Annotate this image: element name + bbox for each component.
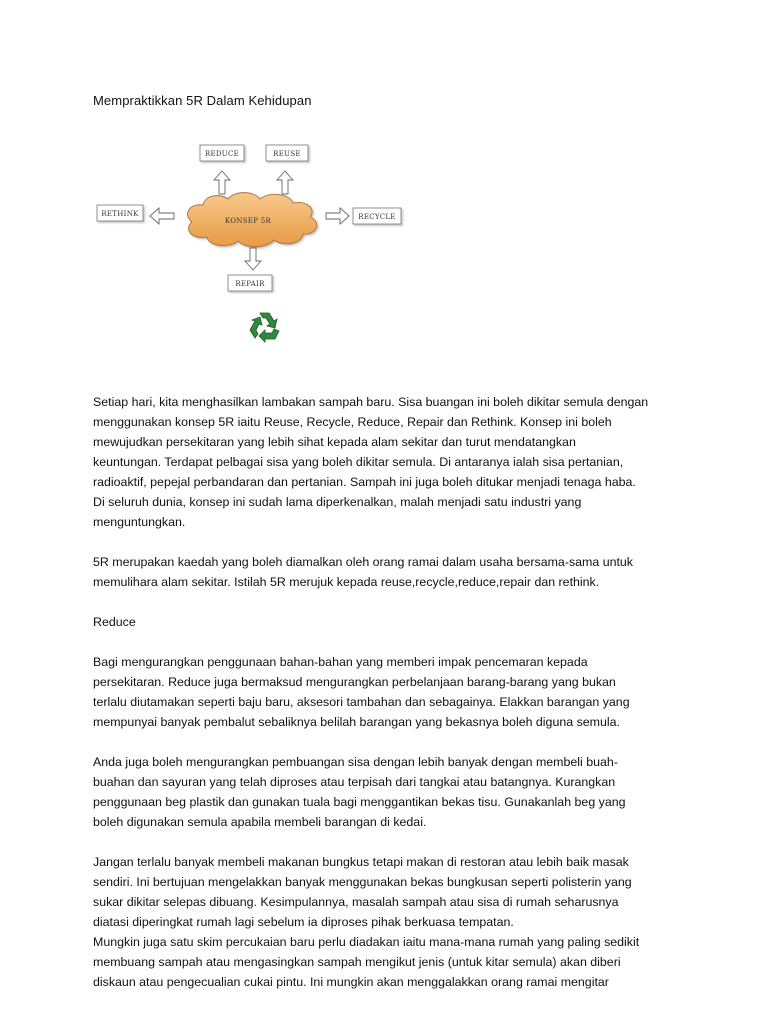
text-line: Anda juga boleh mengurangkan pembuangan sisa dengan lebih banyak dengan membeli buah- xyxy=(93,755,618,769)
paragraph xyxy=(93,932,683,992)
recycle-icon xyxy=(250,313,279,342)
paragraph xyxy=(93,392,683,532)
cloud-label: KONSEP 5R xyxy=(224,217,272,225)
text-line: diskaun atau pengecualian cukai pintu. Ini mungkin akan menggalakkan orang ramai mengitar xyxy=(93,975,609,989)
text-line: memulihara alam sekitar. Istilah 5R merujuk kepada reuse,recycle,reduce,repair dan rethink. xyxy=(93,575,600,589)
paragraph xyxy=(93,852,683,932)
text-line: Jangan terlalu banyak membeli makanan bungkus tetapi makan di restoran atau lebih baik masak xyxy=(93,855,629,869)
section-heading-reduce xyxy=(93,612,683,632)
text-line: sendiri. Ini bertujuan mengelakkan banyak menggunakan bekas bungkusan seperti polisterin yang xyxy=(93,875,632,889)
recycle-box xyxy=(353,208,401,224)
text-line: menggunakan konsep 5R iaitu Reuse, Recycle, Reduce, Repair dan Rethink. Konsep ini boleh xyxy=(93,415,612,429)
repair-label: REPAIR xyxy=(235,280,265,288)
paragraph xyxy=(93,552,683,592)
text-line: terlalu diutamakan seperti baju baru, aksesori tambahan dan sebagainya. Elakkan barangan yang xyxy=(93,695,630,709)
reuse-box xyxy=(266,145,308,161)
arrow-left-icon xyxy=(150,208,174,224)
paragraph xyxy=(93,752,683,832)
text-line: penggunaan beg plastik dan gunakan tuala bagi menggantikan bekas tisu. Gunakanlah beg yang xyxy=(93,795,626,809)
text-line: mewujudkan persekitaran yang lebih sihat kepada alam sekitar dan turut mendatangkan xyxy=(93,435,576,449)
recycle-label: RECYCLE xyxy=(358,213,396,221)
reduce-box xyxy=(200,145,244,161)
text-line: Bagi mengurangkan penggunaan bahan-bahan yang memberi impak pencemaran kepada xyxy=(93,655,588,669)
document-body xyxy=(93,392,683,992)
text-line: boleh digunakan semula apabila membeli barangan di kedai. xyxy=(93,815,427,829)
rethink-label: RETHINK xyxy=(101,210,139,218)
text-line: sukar dikitar selepas dibuang. Kesimpulannya, masalah sampah atau sisa di rumah seharusnya xyxy=(93,895,619,909)
text-line: 5R merupakan kaedah yang boleh diamalkan oleh orang ramai dalam usaha bersama-sama untuk xyxy=(93,555,634,569)
text-line: membuang sampah atau mengasingkan sampah mengikut jenis (untuk kitar semula) akan diberi xyxy=(93,955,621,969)
arrow-up-icon xyxy=(214,171,230,194)
text-line: Di seluruh dunia, konsep ini sudah lama diperkenalkan, malah menjadi satu industri yang xyxy=(93,495,582,509)
text-line: mempunyai banyak pembalut sebaliknya belilah barangan yang bekasnya boleh diguna semula. xyxy=(93,715,620,729)
text-line: buahan dan sayuran yang telah diproses atau terpisah dari tangkai atau batangnya. Kurangkan xyxy=(93,775,616,789)
text-line: Setiap hari, kita menghasilkan lambakan sampah baru. Sisa buangan ini boleh dikitar semula dengan xyxy=(93,395,649,409)
rethink-box xyxy=(97,205,143,221)
text-line: Reduce xyxy=(93,615,136,629)
reduce-label: REDUCE xyxy=(204,150,240,158)
paragraph xyxy=(93,652,683,732)
text-line: menguntungkan. xyxy=(93,515,186,529)
5r-concept-diagram xyxy=(0,0,768,380)
text-line: Mungkin juga satu skim percukaian baru perlu diadakan iaitu mana-mana rumah yang paling sedikit xyxy=(93,935,640,949)
arrow-up-icon xyxy=(277,171,293,194)
arrow-right-icon xyxy=(326,208,349,224)
page-title: Mempraktikkan 5R Dalam Kehidupan xyxy=(93,93,312,108)
text-line: keuntungan. Terdapat pelbagai sisa yang boleh dikitar semula. Di antaranya ialah sisa pertanian, xyxy=(93,455,624,469)
repair-box xyxy=(228,275,272,291)
arrow-down-icon xyxy=(245,248,261,270)
text-line: radioaktif, pepejal perbandaran dan pertanian. Sampah ini juga boleh ditukar menjadi tenaga haba. xyxy=(93,475,636,489)
text-line: diatasi diperingkat rumah lagi sebelum ia diproses pihak berkuasa tempatan. xyxy=(93,915,514,929)
text-line: persekitaran. Reduce juga bermaksud mengurangkan perbelanjaan barang-barang yang bukan xyxy=(93,675,616,689)
reuse-label: REUSE xyxy=(273,150,301,158)
